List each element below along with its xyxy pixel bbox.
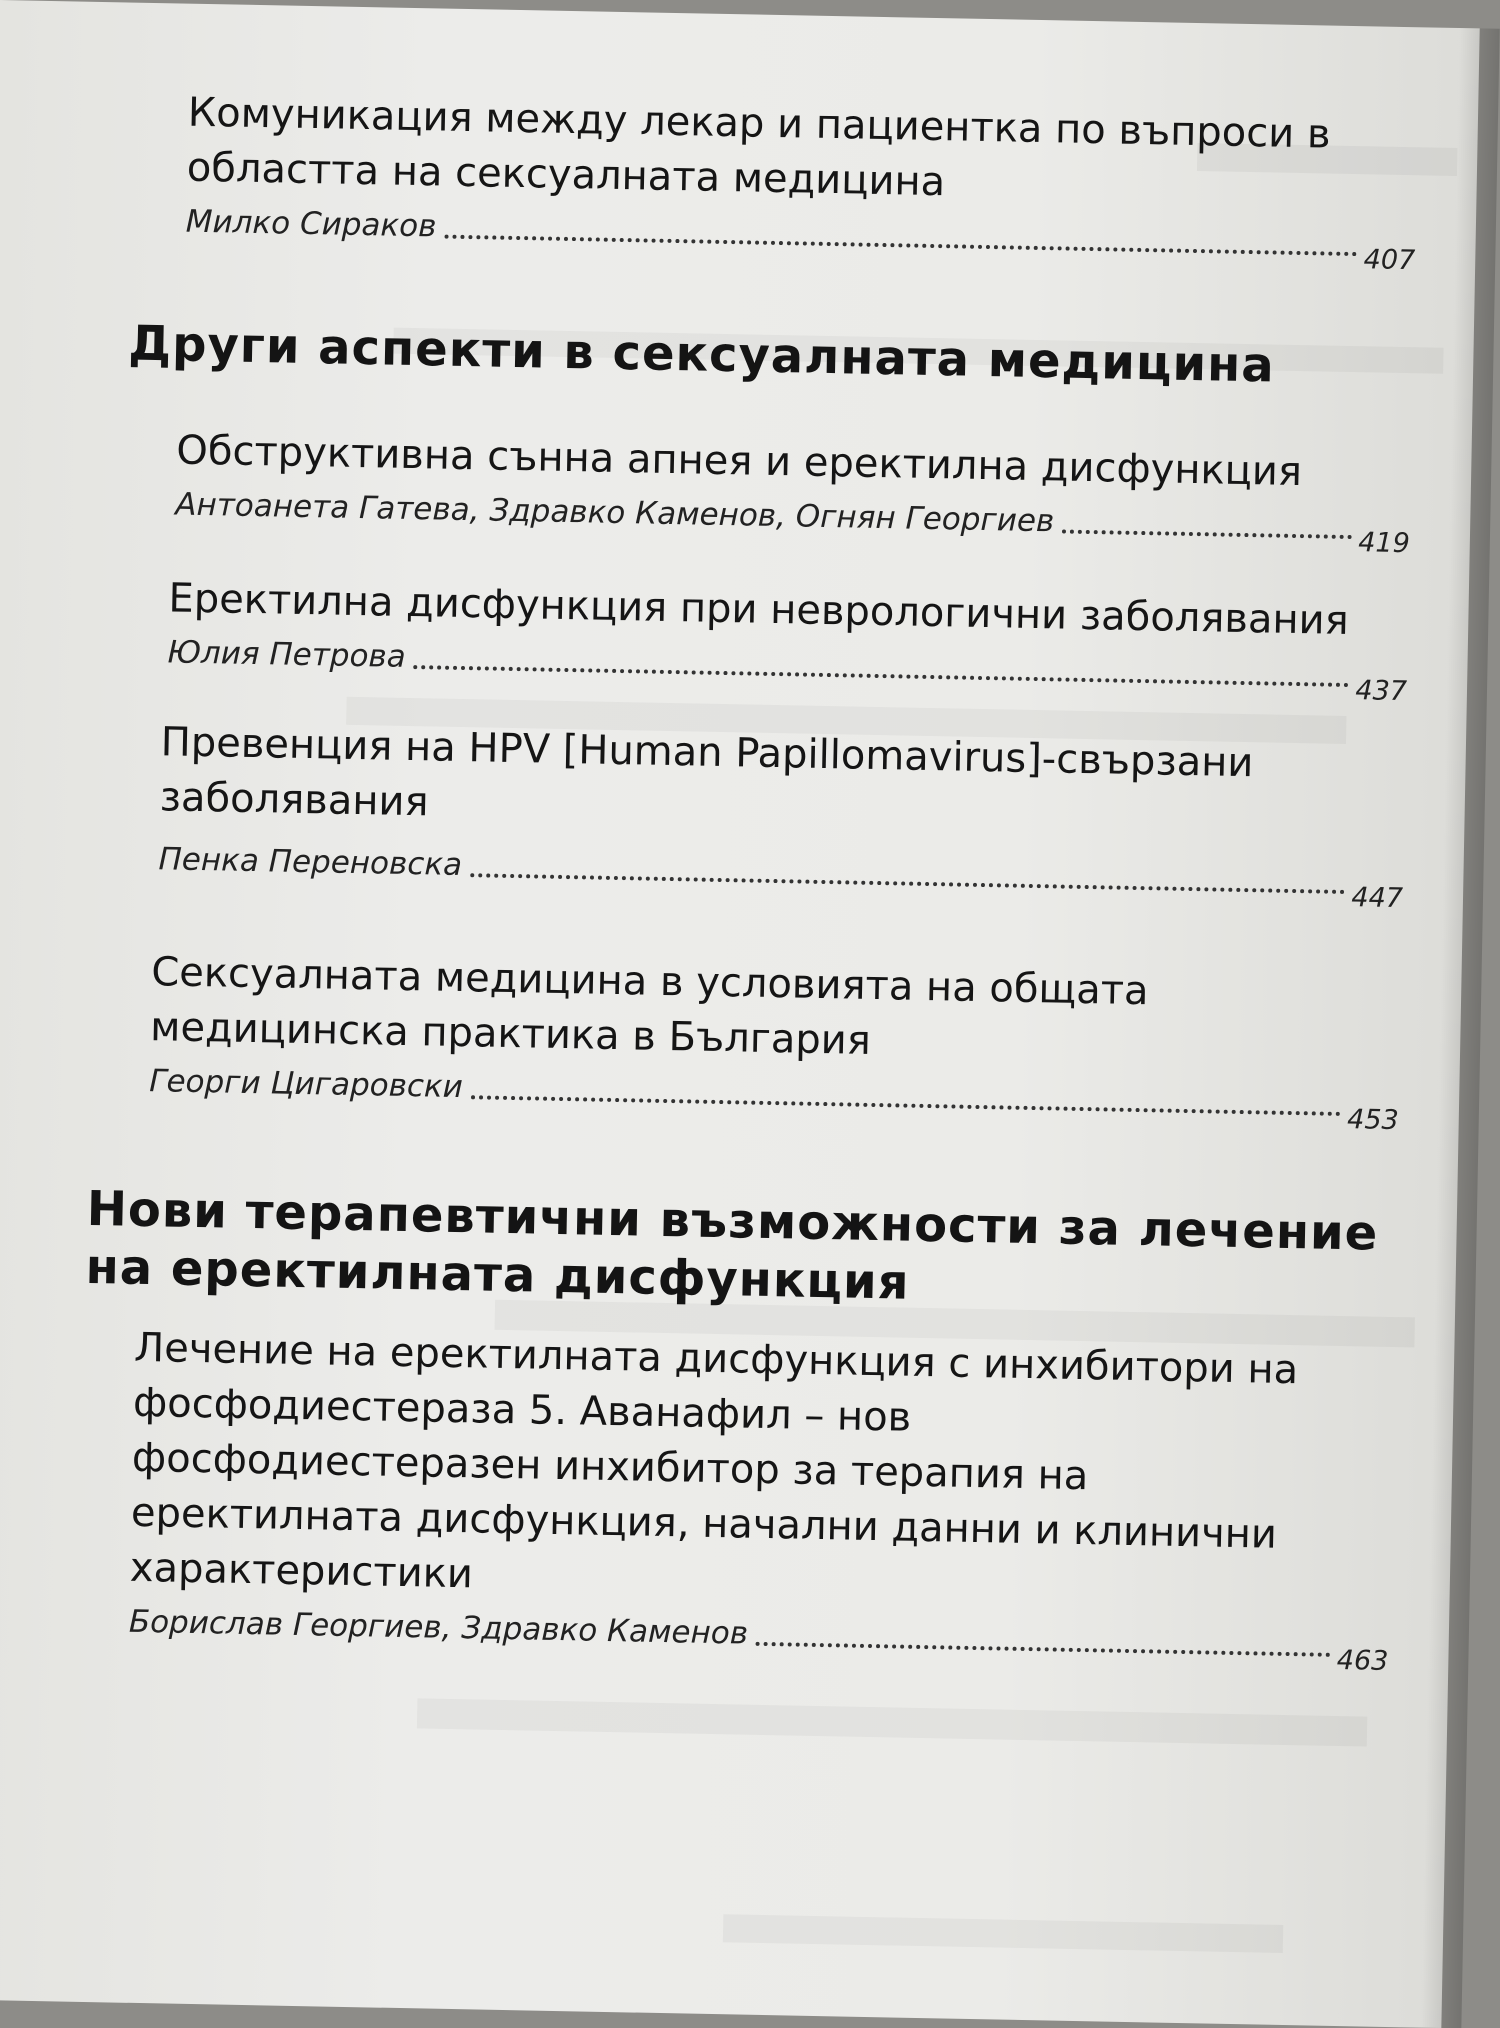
- toc-entry: [158, 715, 1406, 915]
- entry-authors: Милко Сираков: [185, 203, 437, 245]
- entry-title: Лечение на еректилната дисфункция с инхибитори на фосфодиестераза 5. Аванафил – нов фосфодиестеразен инхибитор за терапия на еректилната дисфункция, начални данни и клинични характеристики: [129, 1324, 1299, 1598]
- leader-dots: [444, 235, 1358, 257]
- leader-dots: [470, 873, 1346, 894]
- leader-dots: [414, 665, 1350, 687]
- entry-title: Сексуалната медицина в условията на общата медицинска практика в България: [149, 949, 1149, 1064]
- show-through-texture: [723, 1914, 1283, 1953]
- toc-entry: [128, 1321, 1395, 1677]
- entry-authors: Антоанета Гатева, Здравко Каменов, Огнян Георгиев: [175, 486, 1055, 540]
- entry-authors: Георги Цигаровски: [148, 1063, 464, 1106]
- section-heading: Нови терапевтични възможности за лечение на еректилната дисфункция: [85, 1180, 1379, 1311]
- entry-page-number: 437: [1355, 675, 1408, 708]
- entry-authors: Юлия Петрова: [167, 634, 407, 675]
- entry-title: Комуникация между лекар и пациентка по въпроси в областта на сексуалната медицина: [186, 89, 1331, 206]
- toc-entry: [148, 945, 1402, 1137]
- entry-page-number: 447: [1351, 882, 1404, 915]
- leader-dots: [756, 1642, 1331, 1657]
- toc-entry: [175, 423, 1412, 560]
- entry-author-row: [158, 839, 1404, 915]
- section-heading: Други аспекти в сексуалната медицина: [127, 315, 1276, 394]
- entry-title: Обструктивна сънна апнея и еректилна дисфункция: [175, 427, 1303, 496]
- show-through-texture: [417, 1698, 1367, 1746]
- entry-page-number: 419: [1357, 527, 1411, 560]
- entry-authors: Пенка Переновска: [158, 841, 463, 884]
- leader-dots: [471, 1095, 1342, 1116]
- toc-entry: [167, 571, 1409, 708]
- toc-entry: [185, 86, 1418, 277]
- entry-authors: Борислав Георгиев, Здравко Каменов: [128, 1603, 749, 1652]
- spine-shadow: [1421, 28, 1499, 2028]
- leader-dots: [1062, 529, 1352, 539]
- entry-title: Еректилна дисфункция при неврологични заболявания: [168, 575, 1350, 645]
- entry-page-number: 407: [1363, 244, 1416, 277]
- entry-title: Превенция на HPV [Human Papillomavirus]-свързани заболявания: [159, 719, 1254, 826]
- entry-page-number: 453: [1346, 1104, 1400, 1137]
- entry-page-number: 463: [1336, 1644, 1389, 1677]
